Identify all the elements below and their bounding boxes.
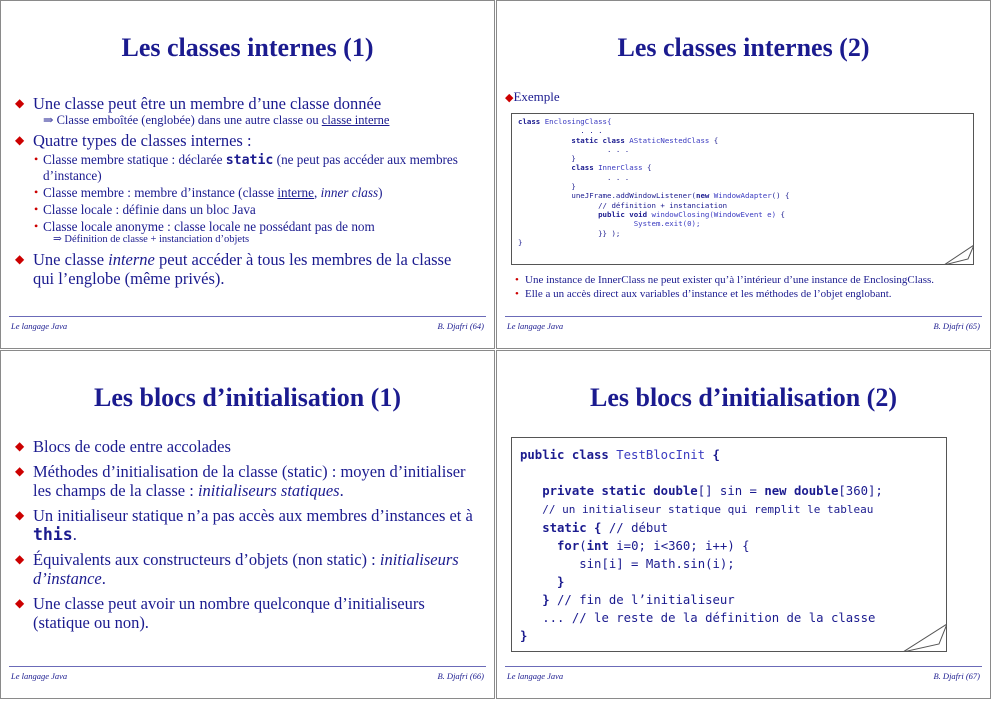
code-line xyxy=(518,154,571,163)
code-comment: // fin de l’initialiseur xyxy=(549,593,735,607)
sub-point: ⇒ Définition de classe + instanciation d’objets xyxy=(53,234,250,245)
footer-page-number: B. Djafri (66) xyxy=(437,671,484,681)
sub-list xyxy=(9,152,474,246)
footer-page-number: B. Djafri (64) xyxy=(437,321,484,331)
code-line xyxy=(518,229,598,238)
bullet-text: . xyxy=(72,525,77,544)
sub-text: Classe membre statique : déclarée xyxy=(43,152,226,167)
code-keyword: new xyxy=(696,191,710,201)
diamond-bullet-icon: ◆ xyxy=(15,133,25,147)
code-line xyxy=(520,611,542,625)
diamond-bullet-icon: ◆ xyxy=(505,92,514,104)
underlined-term: interne xyxy=(277,185,314,200)
sub-text: , xyxy=(314,185,321,200)
code-keyword: class xyxy=(571,163,594,173)
bullet-item xyxy=(9,250,474,288)
footer-page-number: B. Djafri (65) xyxy=(933,321,980,331)
dot-bullet-icon: • xyxy=(34,185,39,199)
bullet-text: Un initialiseur statique n’a pas accès aux membres d’instances et à xyxy=(33,506,473,525)
code-line xyxy=(518,219,634,228)
code-comment: ... // le reste de la définition de la classe xyxy=(542,611,876,625)
dot-bullet-icon: • xyxy=(34,202,39,216)
sub-text: Classe membre : membre d’instance (classe xyxy=(43,185,278,200)
sub-item xyxy=(9,202,474,217)
notes-list xyxy=(511,273,978,301)
code-line xyxy=(518,210,598,219)
code-line xyxy=(520,539,557,553)
bullet-item xyxy=(9,462,474,500)
code-line: . . . xyxy=(580,126,603,136)
code-line xyxy=(518,126,580,135)
note-text: Une instance de InnerClass ne peut exister qu’à l’intérieur d’une instance de EnclosingClass. xyxy=(525,274,935,286)
code-line: } xyxy=(571,182,576,192)
diamond-bullet-icon: ◆ xyxy=(15,439,25,453)
sub-text: ⇒ Classe emboîtée (englobée) dans une autre classe ou xyxy=(43,113,322,127)
note-item xyxy=(511,273,978,287)
code-comment: // définition + instanciation xyxy=(598,200,728,210)
footer-course: Le langage Java xyxy=(11,671,68,681)
code-line: . . . xyxy=(607,144,630,154)
footer-course: Le langage Java xyxy=(507,321,564,331)
footer-course: Le langage Java xyxy=(507,671,564,681)
bullet-text: Une classe xyxy=(33,250,109,269)
code-line xyxy=(520,593,542,607)
code-line: . . . xyxy=(607,172,630,182)
diamond-bullet-icon: ◆ xyxy=(15,552,25,566)
dot-bullet-icon: • xyxy=(34,219,39,233)
diamond-bullet-icon: ◆ xyxy=(15,96,25,110)
code-identifier: TestBlocInit xyxy=(608,448,706,462)
diamond-bullet-icon: ◆ xyxy=(15,464,25,478)
code-line xyxy=(518,136,571,145)
slide-64 xyxy=(0,0,495,349)
sub-item xyxy=(9,185,474,200)
code-identifier: WindowAdapter xyxy=(709,191,772,201)
bullet-item xyxy=(9,506,474,544)
italic-term: initialiseurs statiques xyxy=(197,481,340,500)
bullet-text: Méthodes d’initialisation de la classe (static) : moyen d’initialiser les champs de la classe : xyxy=(33,462,466,500)
diamond-bullet-icon: ◆ xyxy=(15,596,25,610)
page-fold-icon xyxy=(903,624,947,652)
underlined-term: classe interne xyxy=(321,113,390,127)
code-line: { xyxy=(776,209,785,219)
bullet-text: . xyxy=(101,569,106,588)
diamond-bullet-icon: ◆ xyxy=(15,508,25,522)
footer-divider xyxy=(505,316,982,317)
code-keyword: private static double xyxy=(542,484,698,498)
note-text: Elle a un accès direct aux variables d’instance et les méthodes de l’objet englobant. xyxy=(525,288,892,300)
footer-page-number: B. Djafri (67) xyxy=(933,671,980,681)
italic-term: inner class xyxy=(320,185,379,200)
sub-item xyxy=(9,152,474,183)
bullet-item xyxy=(9,550,474,588)
bullet-item xyxy=(9,131,474,246)
code-line: [360]; xyxy=(838,484,883,498)
code-line: [] sin = xyxy=(697,484,765,498)
note-item xyxy=(511,287,978,301)
bullet-text: Quatre types de classes internes : xyxy=(33,131,252,150)
code-keyword: static xyxy=(225,153,274,168)
code-line: }} ); xyxy=(598,228,621,238)
slide-title: Les blocs d’initialisation (1) xyxy=(94,383,401,412)
italic-term: initialiseurs d’instance xyxy=(33,550,459,588)
bullet-text: Équivalents aux constructeurs d’objets (non static) : xyxy=(33,550,380,569)
code-keyword: for xyxy=(557,539,580,553)
bullet-text: Une classe peut être un membre d’une classe donnée xyxy=(33,94,382,113)
code-keyword: int xyxy=(586,539,609,553)
code-keyword: { xyxy=(705,448,720,462)
bullet-text: Blocs de code entre accolades xyxy=(33,437,231,456)
bullet-text: . xyxy=(339,481,344,500)
code-identifier: windowClosing(WindowEvent e) xyxy=(647,209,777,219)
bullet-text: Une classe peut avoir un nombre quelconque d’initialiseurs (statique ou non). xyxy=(33,594,425,632)
slide-title: Les classes internes (1) xyxy=(121,33,374,62)
code-line xyxy=(520,575,557,589)
diamond-bullet-icon: ◆ xyxy=(15,252,25,266)
code-line xyxy=(518,163,571,172)
sub-point xyxy=(43,113,474,127)
code-line xyxy=(518,173,607,182)
code-identifier: InnerClass xyxy=(593,163,643,173)
sub-text: Classe locale anonyme : classe locale ne possédant pas de nom xyxy=(43,219,375,234)
footer-divider xyxy=(9,316,486,317)
dot-bullet-icon: • xyxy=(515,274,519,286)
code-block xyxy=(511,113,974,265)
sub-text: ) xyxy=(378,185,383,200)
code-line xyxy=(520,484,542,498)
bullet-list xyxy=(9,437,474,638)
code-comment: // un initialiseur statique qui remplit le tableau xyxy=(542,503,874,516)
code-keyword: } xyxy=(542,593,550,607)
slide-65 xyxy=(496,0,991,349)
slide-title: Les blocs d’initialisation (2) xyxy=(590,383,897,412)
code-keyword: public class xyxy=(520,448,609,462)
sub-text: (ne peut pas accéder aux membres d’instance) xyxy=(43,152,458,183)
footer-course: Le langage Java xyxy=(11,321,68,331)
footer-divider xyxy=(9,666,486,667)
example-label xyxy=(505,89,560,105)
code-line: { xyxy=(642,163,652,173)
code-keyword: class xyxy=(518,117,541,126)
footer-divider xyxy=(505,666,982,667)
code-line: { xyxy=(709,135,719,145)
slide-title: Les classes internes (2) xyxy=(617,33,870,62)
code-line xyxy=(520,502,542,516)
bullet-item xyxy=(9,437,474,456)
page-fold-icon xyxy=(944,245,974,265)
code-keyword: } xyxy=(520,629,528,643)
code-keyword: new double xyxy=(764,484,839,498)
code-line xyxy=(520,557,579,571)
code-line xyxy=(518,182,571,191)
code-line xyxy=(518,201,598,210)
code-keyword: public void xyxy=(598,209,648,219)
code-block xyxy=(511,437,947,652)
code-line: ( xyxy=(579,539,587,553)
code-identifier: AStaticNestedClass xyxy=(624,135,710,145)
bullet-text: peut accéder à tous les membres de la classe qui l’englobe (même privés). xyxy=(33,250,452,288)
code-line: } xyxy=(518,237,523,247)
slide-66 xyxy=(0,350,495,699)
code-keyword: static { xyxy=(542,521,602,535)
code-line: sin[i] = Math.sin(i); xyxy=(579,557,735,571)
slide-67 xyxy=(496,350,991,699)
italic-term: interne xyxy=(108,250,155,269)
code-line: } xyxy=(571,154,576,164)
code-line xyxy=(518,145,607,154)
code-line xyxy=(520,521,542,535)
sub-item xyxy=(9,219,474,246)
code-keyword: this xyxy=(33,525,73,544)
dot-bullet-icon: • xyxy=(515,288,519,300)
code-comment: // début xyxy=(601,521,669,535)
sub-text: Classe locale : définie dans un bloc Java xyxy=(43,202,256,217)
code-identifier: EnclosingClass{ xyxy=(540,117,612,126)
bullet-list xyxy=(9,94,474,292)
bullet-item xyxy=(9,594,474,632)
code-line: i=0; i<360; i++) { xyxy=(608,539,750,553)
code-line xyxy=(518,191,571,200)
code-line: uneJFrame.addWindowListener( xyxy=(571,191,696,201)
example-text: Exemple xyxy=(513,89,560,104)
code-line: System.exit(0); xyxy=(633,219,701,229)
code-keyword: } xyxy=(557,575,565,589)
bullet-item xyxy=(9,94,474,127)
code-keyword: static class xyxy=(571,135,625,145)
code-line: () { xyxy=(771,191,790,201)
dot-bullet-icon: • xyxy=(34,152,39,166)
